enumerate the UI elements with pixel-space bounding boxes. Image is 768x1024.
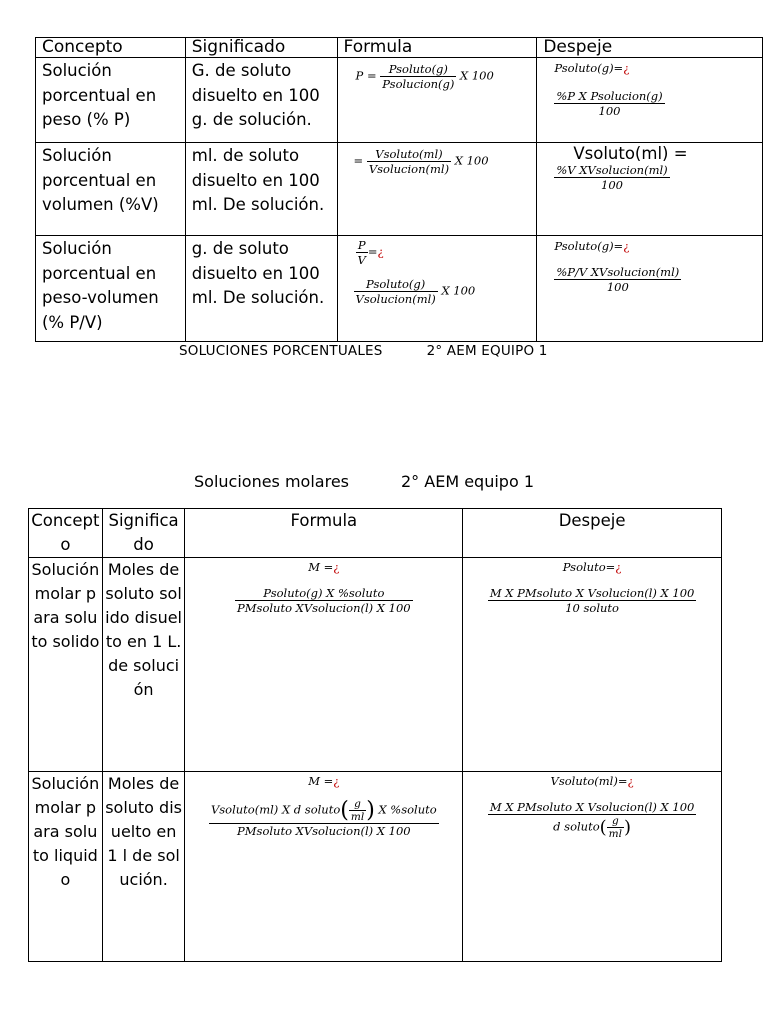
density-unit-fraction [607,815,624,840]
significado-cell: G. de soluto disuelto en 100 g. de solución. [185,58,337,143]
despeje-fraction [554,163,669,192]
formula-equals: = [367,244,378,259]
despeje-fraction [488,800,697,840]
despeje-cell [537,58,763,143]
despeje-denominator: 10 soluto [565,601,619,615]
formula-fraction [367,147,451,176]
formula-question-mark: ¿ [377,244,384,259]
formula-fraction [209,798,439,838]
table-row [29,772,722,962]
caption-left: SOLUCIONES PORCENTUALES [179,343,383,359]
despeje-numerator: %V XVsolucion(ml) [556,163,668,177]
significado-cell: ml. de soluto disuelto en 100 ml. De solución. [185,143,337,236]
formula-denominator: Vsolucion(ml) [368,162,450,176]
despeje-question-mark: ¿ [623,239,630,253]
despeje-cell [537,143,763,236]
formula-numerator: Psoluto(g) [380,62,456,77]
formula-numerator-a: Vsoluto(ml) X d soluto [210,802,341,817]
despeje-question-mark: ¿ [615,560,622,574]
significado-cell: Moles de soluto disuelto en 1 l de solución. [102,772,185,962]
formula-line: M = [308,560,334,574]
formula-numerator: Vsoluto(ml) [367,147,451,162]
despeje-cell [463,558,722,772]
density-unit-numerator: g [349,798,366,811]
formula-tail: X 100 [460,68,494,83]
formula-numerator: Psoluto(g) X %soluto [235,586,413,601]
despeje-numerator: M X PMsoluto X Vsolucion(l) X 100 [489,586,695,600]
formula-denominator: Psolucion(g) [382,77,455,91]
formula-tail: X 100 [454,153,489,168]
density-unit-numerator: g [607,815,624,828]
formula-numerator: Psoluto(g) [354,277,438,292]
despeje-numerator: %P X Psolucion(g) [556,89,663,103]
despeje-line: Psoluto(g)= [554,61,624,75]
header-concepto: Concepto [36,38,186,58]
formula-lhs: = [353,153,364,168]
header-formula: Formula [337,38,537,58]
density-unit-denominator: ml [350,811,365,823]
header-concepto: Concepto [29,509,103,558]
formula-lhs: P = [355,68,377,83]
table-row [36,58,763,143]
despeje-fraction [554,89,664,118]
significado-cell: Moles de soluto solido disuelto en 1 L. de solución [102,558,185,772]
formula-pv-fraction [356,238,368,267]
formula-tail: X 100 [441,283,476,298]
percent-solutions-table [35,37,763,342]
formula-pv-numerator: P [356,238,368,253]
header-despeje: Despeje [463,509,722,558]
concepto-cell: Solución molar para soluto solido [29,558,103,772]
despeje-denominator: d soluto( $\frac{g}{ml}$ ) [553,815,632,840]
title-left: Soluciones molares [194,472,349,491]
formula-cell [185,772,463,962]
formula-fraction [354,277,438,306]
table-row [36,236,763,342]
density-unit-denominator: ml [608,828,622,840]
concepto-cell: Solución porcentual en volumen (%V) [36,143,186,236]
despeje-line: Vsoluto(ml)= [550,774,628,788]
density-unit-fraction [349,798,366,823]
header-significado: Significado [185,38,337,58]
despeje-question-mark: ¿ [623,61,630,75]
caption-right: 2° AEM EQUIPO 1 [426,343,548,359]
header-significado: Significado [102,509,185,558]
despeje-denominator: 100 [601,178,623,192]
concepto-cell: Solución molar para soluto liquido [29,772,103,962]
despeje-numerator: M X PMsoluto X Vsolucion(l) X 100 [489,800,695,814]
despeje-question-mark: ¿ [627,774,634,788]
concepto-cell: Solución porcentual en peso (% P) [36,58,186,143]
title-right: 2° AEM equipo 1 [401,472,535,491]
despeje-fraction [488,586,697,615]
formula-question-mark: ¿ [333,774,340,788]
molar-solutions-table [28,508,722,962]
despeje-numerator: %P/V XVsolucion(ml) [556,265,680,279]
formula-cell [185,558,463,772]
formula-cell [337,143,537,236]
formula-question-mark: ¿ [333,560,340,574]
formula-fraction [235,586,413,615]
despeje-fraction [554,265,681,294]
formula-pv-denominator: V [357,253,366,267]
formula-line: M = [308,774,334,788]
despeje-line: Psoluto= [562,560,616,574]
formula-denominator: PMsoluto XVsolucion(l) X 100 [237,601,411,615]
formula-numerator: Vsoluto(ml) X d soluto( $\frac{g}{ml}$ ) X %soluto [210,798,437,823]
despeje-line: Vsoluto(ml) = [573,144,688,163]
formula-cell [337,236,537,342]
despeje-denominator: 100 [598,104,621,118]
table-header-row [36,38,763,58]
despeje-denominator-a: d soluto [553,819,600,834]
despeje-cell [537,236,763,342]
table2-title [194,472,534,491]
despeje-denominator: 100 [606,280,629,294]
formula-fraction [380,62,456,91]
table1-caption [179,343,548,359]
despeje-cell [463,772,722,962]
table-row [29,558,722,772]
table-header-row [29,509,722,558]
formula-denominator: PMsoluto XVsolucion(l) X 100 [237,824,411,838]
concepto-cell: Solución porcentual en peso-volumen (% P/V) [36,236,186,342]
formula-cell [337,58,537,143]
despeje-line: Psoluto(g)= [554,239,624,253]
formula-denominator: Vsolucion(ml) [355,292,436,306]
header-despeje: Despeje [537,38,763,58]
significado-cell: g. de soluto disuelto en 100 ml. De solución. [185,236,337,342]
header-formula: Formula [185,509,463,558]
formula-numerator-b: X %soluto [378,802,437,817]
table-row [36,143,763,236]
